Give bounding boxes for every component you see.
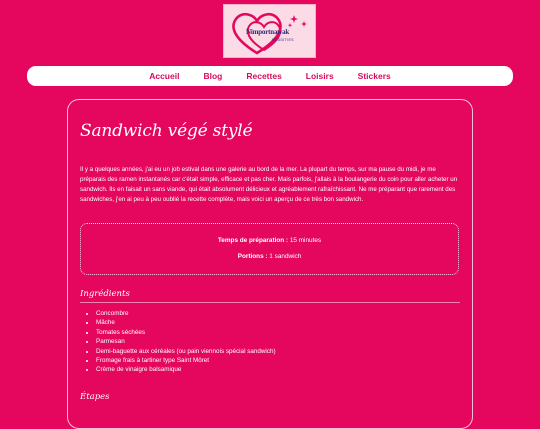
logo-subtitle: NEDDITIES	[272, 38, 294, 42]
prep-time-label: Temps de préparation :	[217, 237, 289, 244]
prep-time-value: 15 minutes	[288, 237, 322, 244]
site-logo[interactable]	[223, 4, 316, 58]
list-item: • Tomates séchées	[96, 328, 276, 337]
portions-value: 1 sandwich	[267, 253, 302, 260]
recipe-info-box	[80, 223, 459, 275]
nav-item-loisirs[interactable]: Loisirs	[305, 71, 334, 81]
main-nav	[27, 66, 513, 86]
list-item: • Mâche	[96, 318, 276, 327]
section-divider	[80, 302, 460, 303]
article-intro: Il y a quelques années, j'ai eu un job estival dans une galerie au bord de la mer. La plupart du temps, sur ma pause du midi, je me préparais des ramen instantanés car c'était simple, efficace et pas cher. Mais parfois, j'allais à la boulangerie du coin pour aller acheter un sandwich. Ils en faisait un sans viande, qui était absolument délicieux et agréablement rafraîchissant. Ne me préparant que rarement des sandwiches, j'en ai peu à peu oublié la recette complète, mais voici un aperçu de ce très bon sandwich.	[80, 166, 458, 203]
list-item: • Demi-baguette aux céréales (ou pain viennois spécial sandwich)	[96, 347, 276, 356]
prep-time	[81, 237, 458, 244]
nav-item-stickers[interactable]: Stickers	[357, 71, 391, 81]
nav-item-recettes[interactable]: Recettes	[246, 71, 282, 81]
list-item: • Parmesan	[96, 337, 276, 346]
list-item: • Fromage frais à tartiner type Saint Môret	[96, 356, 276, 365]
list-item: • Concombre	[96, 309, 276, 318]
portions-label: Portions :	[237, 253, 268, 260]
ingredients-list	[80, 309, 276, 375]
list-item: • Crème de vinaigre balsamique	[96, 365, 276, 374]
steps-heading: Étapes	[80, 392, 110, 402]
page-title: Sandwich végé stylé	[80, 121, 253, 141]
nav-item-accueil[interactable]: Accueil	[149, 71, 180, 81]
portions	[81, 253, 458, 260]
logo-wordmark: Nimportnawak	[246, 27, 290, 36]
nav-item-blog[interactable]: Blog	[203, 71, 223, 81]
ingredients-heading: Ingrédients	[80, 289, 130, 299]
